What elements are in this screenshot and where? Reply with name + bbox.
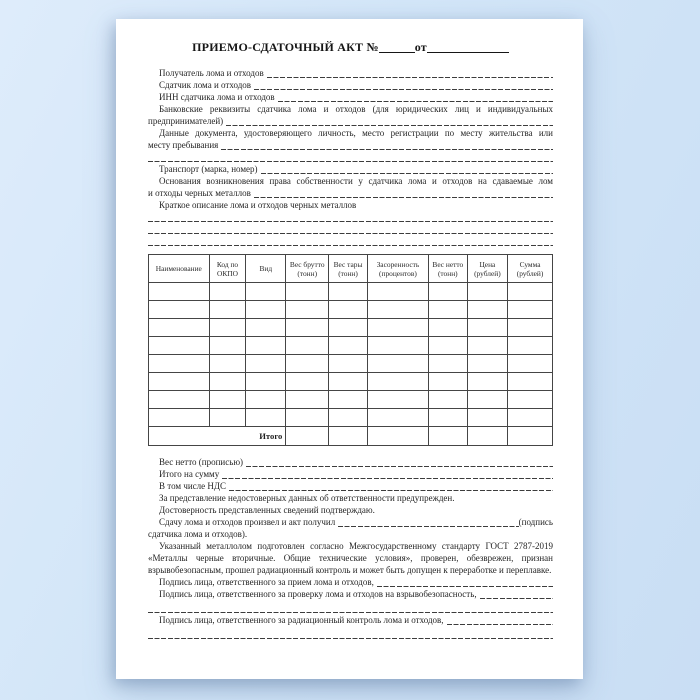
col-header-okpo: Код по ОКПО — [209, 255, 246, 283]
total-cell-tare — [329, 427, 368, 446]
table-cell — [329, 373, 368, 391]
table-cell — [286, 301, 329, 319]
document-sheet — [116, 19, 583, 679]
table-row — [149, 301, 553, 319]
table-cell — [149, 283, 210, 301]
table-cell — [286, 355, 329, 373]
field-bank-line2 — [148, 115, 553, 127]
footer-section — [148, 456, 553, 640]
table-row — [149, 391, 553, 409]
table-cell — [367, 355, 428, 373]
field-id-doc-line2 — [148, 139, 553, 151]
field-description: Краткое описание лома и отходов черных металлов — [159, 200, 357, 210]
table-cell — [467, 391, 507, 409]
table-cell — [286, 337, 329, 355]
field-label: Подпись лица, ответственного за прием лома и отходов, — [159, 577, 374, 587]
write-in-line — [148, 235, 553, 247]
page-content — [148, 19, 553, 640]
table-cell — [209, 337, 246, 355]
write-in-line — [254, 79, 553, 91]
table-cell — [246, 409, 286, 427]
field-label: Вес нетто (прописью) — [159, 457, 244, 467]
field-deliverer — [148, 79, 553, 91]
items-table — [148, 254, 553, 446]
table-cell — [149, 301, 210, 319]
write-in-line — [267, 67, 553, 79]
total-cell-price — [467, 427, 507, 446]
table-cell — [209, 409, 246, 427]
table-cell — [246, 319, 286, 337]
table-cell — [149, 355, 210, 373]
table-row — [149, 283, 553, 301]
field-transport — [148, 163, 553, 175]
write-in-line — [229, 480, 553, 492]
table-cell — [508, 283, 553, 301]
col-header-gross: Вес брутто (тонн) — [286, 255, 329, 283]
table-cell — [467, 373, 507, 391]
table-cell — [428, 337, 467, 355]
total-row — [149, 427, 553, 446]
table-cell — [246, 391, 286, 409]
col-header-sum: Сумма (рублей) — [508, 255, 553, 283]
write-in-line — [246, 456, 553, 468]
write-in-line — [148, 211, 553, 223]
table-cell — [329, 355, 368, 373]
col-header-tare: Вес тары (тонн) — [329, 255, 368, 283]
table-cell — [367, 301, 428, 319]
table-cell — [286, 409, 329, 427]
title-from-label: от — [414, 40, 427, 54]
table-cell — [467, 337, 507, 355]
table-cell — [286, 373, 329, 391]
document-title — [148, 40, 553, 55]
table-cell — [428, 391, 467, 409]
table-cell — [149, 391, 210, 409]
table-cell — [508, 409, 553, 427]
col-header-type: Вид — [246, 255, 286, 283]
total-cell-net — [428, 427, 467, 446]
table-cell — [149, 337, 210, 355]
field-inn — [148, 91, 553, 103]
field-label: Подпись лица, ответственного за проверку лома и отходов на взрывобезопасность, — [159, 589, 477, 599]
total-label: Итого — [149, 427, 286, 446]
table-cell — [209, 283, 246, 301]
table-cell — [367, 409, 428, 427]
write-in-line — [148, 223, 553, 235]
table-cell — [428, 301, 467, 319]
field-ownership-line1: Основания возникновения права собственности у сдатчика лома и отходов на сдаваемые лом — [159, 176, 553, 186]
table-cell — [209, 355, 246, 373]
title-text: ПРИЕМО-СДАТОЧНЫЙ АКТ № — [192, 40, 379, 54]
table-cell — [149, 409, 210, 427]
table-cell — [508, 355, 553, 373]
signature-line — [338, 516, 518, 528]
table-cell — [508, 319, 553, 337]
field-label: Транспорт (марка, номер) — [159, 164, 258, 174]
table-cell — [367, 391, 428, 409]
table-cell — [329, 301, 368, 319]
table-row — [149, 319, 553, 337]
write-in-line — [148, 151, 553, 163]
field-label: Итого на сумму — [159, 469, 220, 479]
table-cell — [428, 409, 467, 427]
table-cell — [209, 391, 246, 409]
field-label: Получатель лома и отходов — [159, 68, 264, 78]
table-cell — [329, 283, 368, 301]
write-in-line — [222, 468, 553, 480]
act-date-blank — [427, 51, 509, 53]
confirmation-statement: Достоверность представленных сведений подтверждаю. — [159, 505, 375, 515]
col-header-net: Вес нетто (тонн) — [428, 255, 467, 283]
table-cell — [467, 283, 507, 301]
col-header-name: Наименование — [149, 255, 210, 283]
total-cell-gross — [286, 427, 329, 446]
field-label: предпринимателей) — [148, 116, 224, 126]
table-row — [149, 373, 553, 391]
table-cell — [209, 301, 246, 319]
table-cell — [286, 319, 329, 337]
field-label: В том числе НДС — [159, 481, 227, 491]
table-cell — [329, 337, 368, 355]
table-cell — [367, 283, 428, 301]
table-cell — [286, 391, 329, 409]
table-cell — [329, 319, 368, 337]
field-sign-explosive — [148, 588, 553, 600]
table-cell — [508, 301, 553, 319]
field-label: Сдатчик лома и отходов — [159, 80, 252, 90]
write-in-line — [254, 187, 553, 199]
form-fields — [148, 67, 553, 247]
write-in-line — [278, 91, 553, 103]
table-cell — [209, 373, 246, 391]
table-cell — [428, 355, 467, 373]
table-row — [149, 355, 553, 373]
field-label: Подпись лица, ответственного за радиационный контроль лома и отходов, — [159, 615, 444, 625]
table-cell — [428, 373, 467, 391]
table-cell — [467, 409, 507, 427]
act-number-blank — [379, 51, 415, 53]
table-cell — [428, 319, 467, 337]
table-cell — [508, 337, 553, 355]
table-cell — [467, 319, 507, 337]
field-vat — [148, 480, 553, 492]
table-cell — [246, 337, 286, 355]
table-row — [149, 409, 553, 427]
table-cell — [467, 301, 507, 319]
table-empty-rows — [149, 283, 553, 427]
field-label: Сдачу лома и отходов произвел и акт получил — [159, 517, 336, 527]
col-header-price: Цена (рублей) — [467, 255, 507, 283]
field-id-doc-line1: Данные документа, удостоверяющего личность, место регистрации по месту жительства или — [159, 128, 553, 138]
write-in-line — [221, 139, 553, 151]
table-cell — [246, 283, 286, 301]
signature-line — [148, 628, 553, 640]
table-cell — [286, 283, 329, 301]
table-cell — [329, 391, 368, 409]
table-header-row — [149, 255, 553, 283]
table-cell — [367, 337, 428, 355]
table-cell — [508, 373, 553, 391]
write-in-line — [226, 115, 553, 127]
table-cell — [508, 391, 553, 409]
signature-line — [148, 602, 553, 614]
field-label: и отходы черных металлов — [148, 188, 251, 198]
col-header-contamination: Засоренность (процентов) — [367, 255, 428, 283]
field-handover — [148, 516, 553, 528]
total-cell-sum — [508, 427, 553, 446]
signature-line — [377, 576, 553, 588]
handover-note-part2: сдатчика лома и отходов). — [148, 529, 248, 539]
table-cell — [329, 409, 368, 427]
signature-line — [480, 588, 553, 600]
field-ownership-line2 — [148, 187, 553, 199]
table-cell — [246, 373, 286, 391]
table-cell — [149, 373, 210, 391]
table-cell — [209, 319, 246, 337]
field-total-sum — [148, 468, 553, 480]
table-row — [149, 337, 553, 355]
gost-statement: Указанный металлолом подготовлен согласно Межгосударственному стандарту ГОСТ 2787-2019 «Металлы черные вторичные. Общие технические условия», проверен, обезврежен, признан взрывобезопасным, прошел радиационный контроль и может быть допущен к переработке и переплавке. — [148, 541, 553, 575]
table-cell — [246, 355, 286, 373]
table-cell — [467, 355, 507, 373]
field-net-weight-words — [148, 456, 553, 468]
table-cell — [246, 301, 286, 319]
table-cell — [367, 319, 428, 337]
total-cell-contamination — [367, 427, 428, 446]
table-cell — [428, 283, 467, 301]
field-bank-line1: Банковские реквизиты сдатчика лома и отходов (для юридических лиц и индивидуальных — [159, 104, 553, 114]
field-receiver — [148, 67, 553, 79]
table-cell — [149, 319, 210, 337]
signature-line — [447, 614, 553, 626]
field-label: месту пребывания — [148, 140, 219, 150]
warning-statement: За представление недостоверных данных об ответственности предупрежден. — [159, 493, 455, 503]
table-cell — [367, 373, 428, 391]
write-in-line — [261, 163, 553, 175]
field-sign-accept — [148, 576, 553, 588]
field-label: ИНН сдатчика лома и отходов — [159, 92, 275, 102]
field-sign-radiation — [148, 614, 553, 626]
handover-note-part1: (подпись — [518, 517, 553, 527]
